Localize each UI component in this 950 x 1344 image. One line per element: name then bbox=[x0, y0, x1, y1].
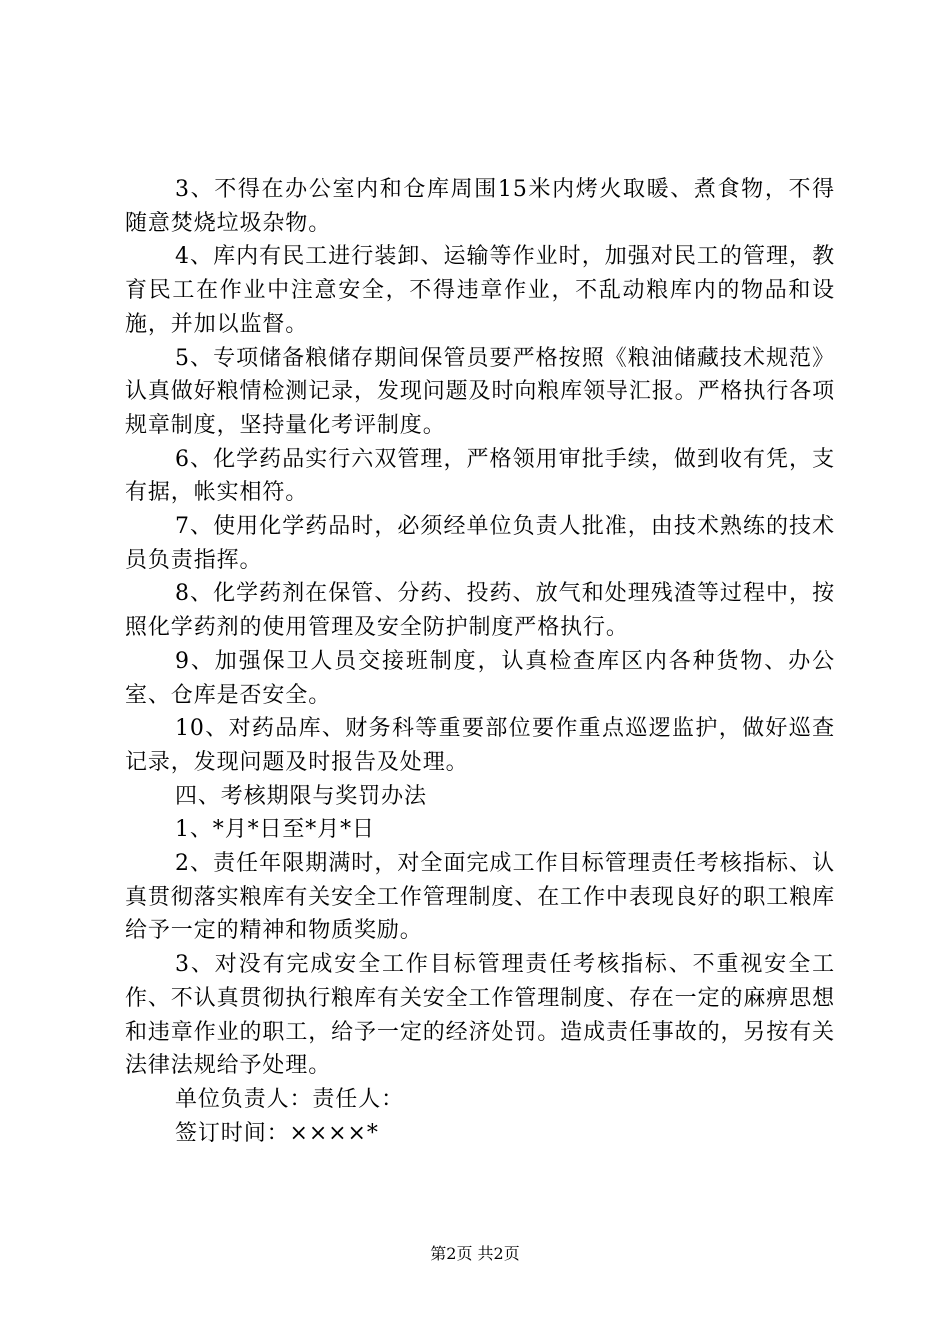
clause-9-guards: 9、加强保卫人员交接班制度，认真检查库区内各种货物、办公室、仓库是否安全。 bbox=[125, 648, 835, 708]
clause-7-chemical-use: 7、使用化学药品时，必须经单位负责人批准，由技术熟练的技术员负责指挥。 bbox=[125, 514, 835, 573]
clause-8-chemical-handling: 8、化学药剂在保管、分药、投药、放气和处理残渣等过程中，按照化学药剂的使用管理及安全防护制度严格执行。 bbox=[125, 581, 835, 641]
assessment-item-1-period: 1、*月*日至*月*日 bbox=[175, 817, 375, 843]
signature-line: 单位负责人：责任人： bbox=[175, 1086, 405, 1112]
clause-3-fire: 3、不得在办公室内和仓库周围15米内烤火取暖、煮食物，不得随意焚烧垃圾杂物。 bbox=[125, 177, 835, 236]
page-number-footer: 第2页 共2页 bbox=[430, 1244, 520, 1263]
assessment-item-3-penalties: 3、对没有完成安全工作目标管理责任考核指标、不重视安全工作、不认真贯彻执行粮库有关安全工作管理制度、存在一定的麻痹思想和违章作业的职工，给予一定的经济处罚。造成责任事故的，另按有关法律法规给予处理。 bbox=[125, 952, 835, 1079]
clause-4-laborers: 4、库内有民工进行装卸、运输等作业时，加强对民工的管理，教育民工在作业中注意安全，不得违章作业，不乱动粮库内的物品和设施，并加以监督。 bbox=[125, 244, 835, 337]
section-heading-assessment: 四、考核期限与奖罚办法 bbox=[175, 783, 427, 809]
clause-10-patrol: 10、对药品库、财务科等重要部位要作重点巡逻监护，做好巡查记录，发现问题及时报告及处理。 bbox=[125, 716, 835, 775]
clause-5-storage: 5、专项储备粮储存期间保管员要严格按照《粮油储藏技术规范》认真做好粮情检测记录，发现问题及时向粮库领导汇报。严格执行各项规章制度，坚持量化考评制度。 bbox=[125, 345, 835, 438]
clause-6-chemicals: 6、化学药品实行六双管理，严格领用审批手续，做到收有凭，支有据，帐实相符。 bbox=[125, 446, 835, 506]
signing-date-line: 签订时间：××××* bbox=[175, 1120, 379, 1146]
document-body bbox=[125, 173, 835, 1150]
assessment-item-2-rewards: 2、责任年限期满时，对全面完成工作目标管理责任考核指标、认真贯彻落实粮库有关安全工作管理制度、在工作中表现良好的职工粮库给予一定的精神和物质奖励。 bbox=[125, 851, 835, 944]
